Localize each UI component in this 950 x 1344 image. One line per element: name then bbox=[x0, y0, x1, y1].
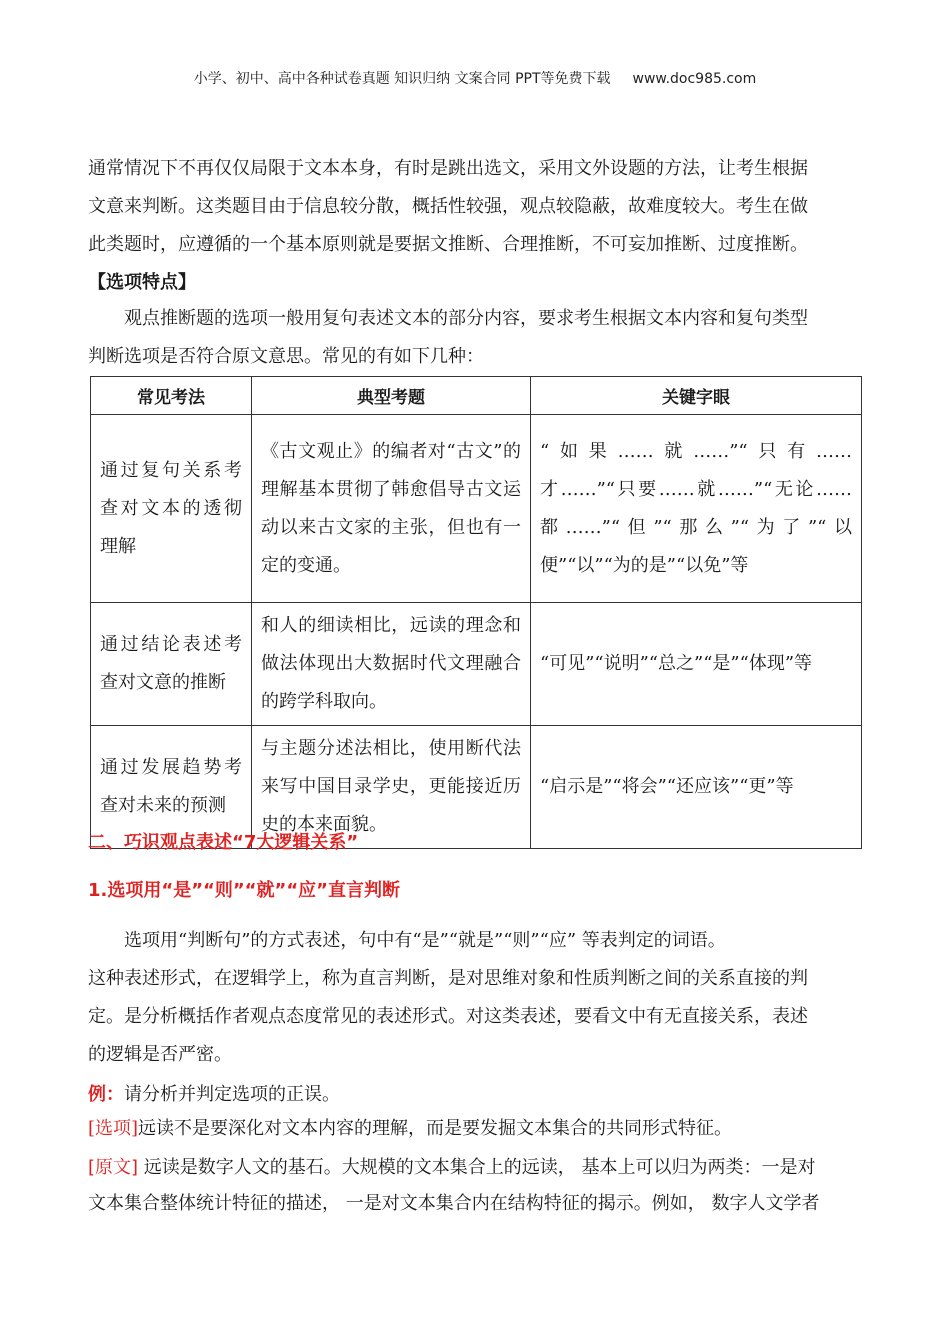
header-site-link[interactable]: www.doc985.com bbox=[632, 71, 757, 87]
question-type-table bbox=[90, 376, 862, 849]
page-header bbox=[0, 68, 950, 88]
features-line: 观点推断题的选项一般用复句表述文本的部分内容，要求考生根据文本内容和复句类型 bbox=[124, 308, 808, 329]
table-cell-keywords: “启示是”“将会”“还应该”“更”等 bbox=[531, 726, 862, 849]
original-label: [原文] bbox=[88, 1157, 139, 1178]
table-cell-example: 和人的细读相比，远读的理念和做法体现出大数据时代文理融合的跨学科取向。 bbox=[252, 603, 531, 726]
table-cell-keywords: “如果……就……”“只有……才……”“只要……就……”“无论……都……”“但”“那么”“为了”“以便”“以”“为的是”“以免”等 bbox=[531, 415, 862, 603]
intro-line: 此类题时，应遵循的一个基本原则就是要据文推断、合理推断，不可妄加推断、过度推断。 bbox=[88, 234, 808, 255]
table-cell-method: 通过复句关系考查对文本的透彻理解 bbox=[91, 415, 252, 603]
table-header-cell: 关键字眼 bbox=[531, 377, 862, 415]
table-header-row bbox=[91, 377, 862, 415]
section2-line: 定。是分析概括作者观点态度常见的表述形式。对这类表述，要看文中有无直接关系，表述 bbox=[88, 1006, 808, 1027]
example-text: 请分析并判定选项的正误。 bbox=[124, 1084, 340, 1105]
table-cell-method: 通过结论表述考查对文意的推断 bbox=[91, 603, 252, 726]
section2-line: 选项用“判断句”的方式表述，句中有“是”“就是”“则”“应” 等表判定的词语。 bbox=[124, 930, 726, 951]
table-cell-method: 通过发展趋势考查对未来的预测 bbox=[91, 726, 252, 849]
original-line: 远读是数字人文的基石。大规模的文本集合上的远读， 基本上可以归为两类：一是对 bbox=[138, 1157, 816, 1178]
example-option bbox=[88, 1112, 732, 1146]
option-label: [选项] bbox=[88, 1118, 139, 1139]
subsection-title: 1.选项用“是”“则”“就”“应”直言判断 bbox=[88, 880, 401, 901]
original-text-block bbox=[88, 1150, 863, 1222]
intro-line: 文意来判断。这类题目由于信息较分散，概括性较强，观点较隐蔽，故难度较大。考生在做 bbox=[88, 196, 808, 217]
example-label: 例： bbox=[88, 1084, 124, 1105]
table-row bbox=[91, 415, 862, 603]
intro-line: 通常情况下不再仅仅局限于文本本身，有时是跳出选文，采用文外设题的方法，让考生根据 bbox=[88, 158, 808, 179]
features-paragraph bbox=[88, 300, 863, 376]
features-line: 判断选项是否符合原文意思。常见的有如下几种： bbox=[88, 346, 484, 367]
section-title: 二、巧识观点表述“7大逻辑关系” bbox=[88, 832, 359, 853]
section2-paragraph bbox=[88, 922, 863, 1074]
table-cell-keywords: “可见”“说明”“总之”“是”“体现”等 bbox=[531, 603, 862, 726]
original-line: 文本集合整体统计特征的描述， 一是对文本集合内在结构特征的揭示。例如， 数字人文学者 bbox=[88, 1193, 820, 1214]
features-heading: 【选项特点】 bbox=[88, 272, 196, 293]
section2-line: 这种表述形式，在逻辑学上，称为直言判断，是对思维对象和性质判断之间的关系直接的判 bbox=[88, 968, 808, 989]
section2-line: 的逻辑是否严密。 bbox=[88, 1044, 232, 1065]
option-text: 远读不是要深化对文本内容的理解，而是要发掘文本集合的共同形式特征。 bbox=[138, 1118, 733, 1139]
table-cell-example: 与主题分述法相比，使用断代法来写中国目录学史，更能接近历史的本来面貌。 bbox=[252, 726, 531, 849]
intro-paragraph bbox=[88, 150, 863, 264]
table-header-cell: 常见考法 bbox=[91, 377, 252, 415]
example-prompt bbox=[88, 1078, 340, 1112]
table-header-cell: 典型考题 bbox=[252, 377, 531, 415]
table-cell-example: 《古文观止》的编者对“古文”的理解基本贯彻了韩愈倡导古文运动以来古文家的主张，但也有一定的变通。 bbox=[252, 415, 531, 603]
table-row bbox=[91, 603, 862, 726]
header-text: 小学、初中、高中各种试卷真题 知识归纳 文案合同 PPT等免费下载 bbox=[193, 71, 611, 87]
